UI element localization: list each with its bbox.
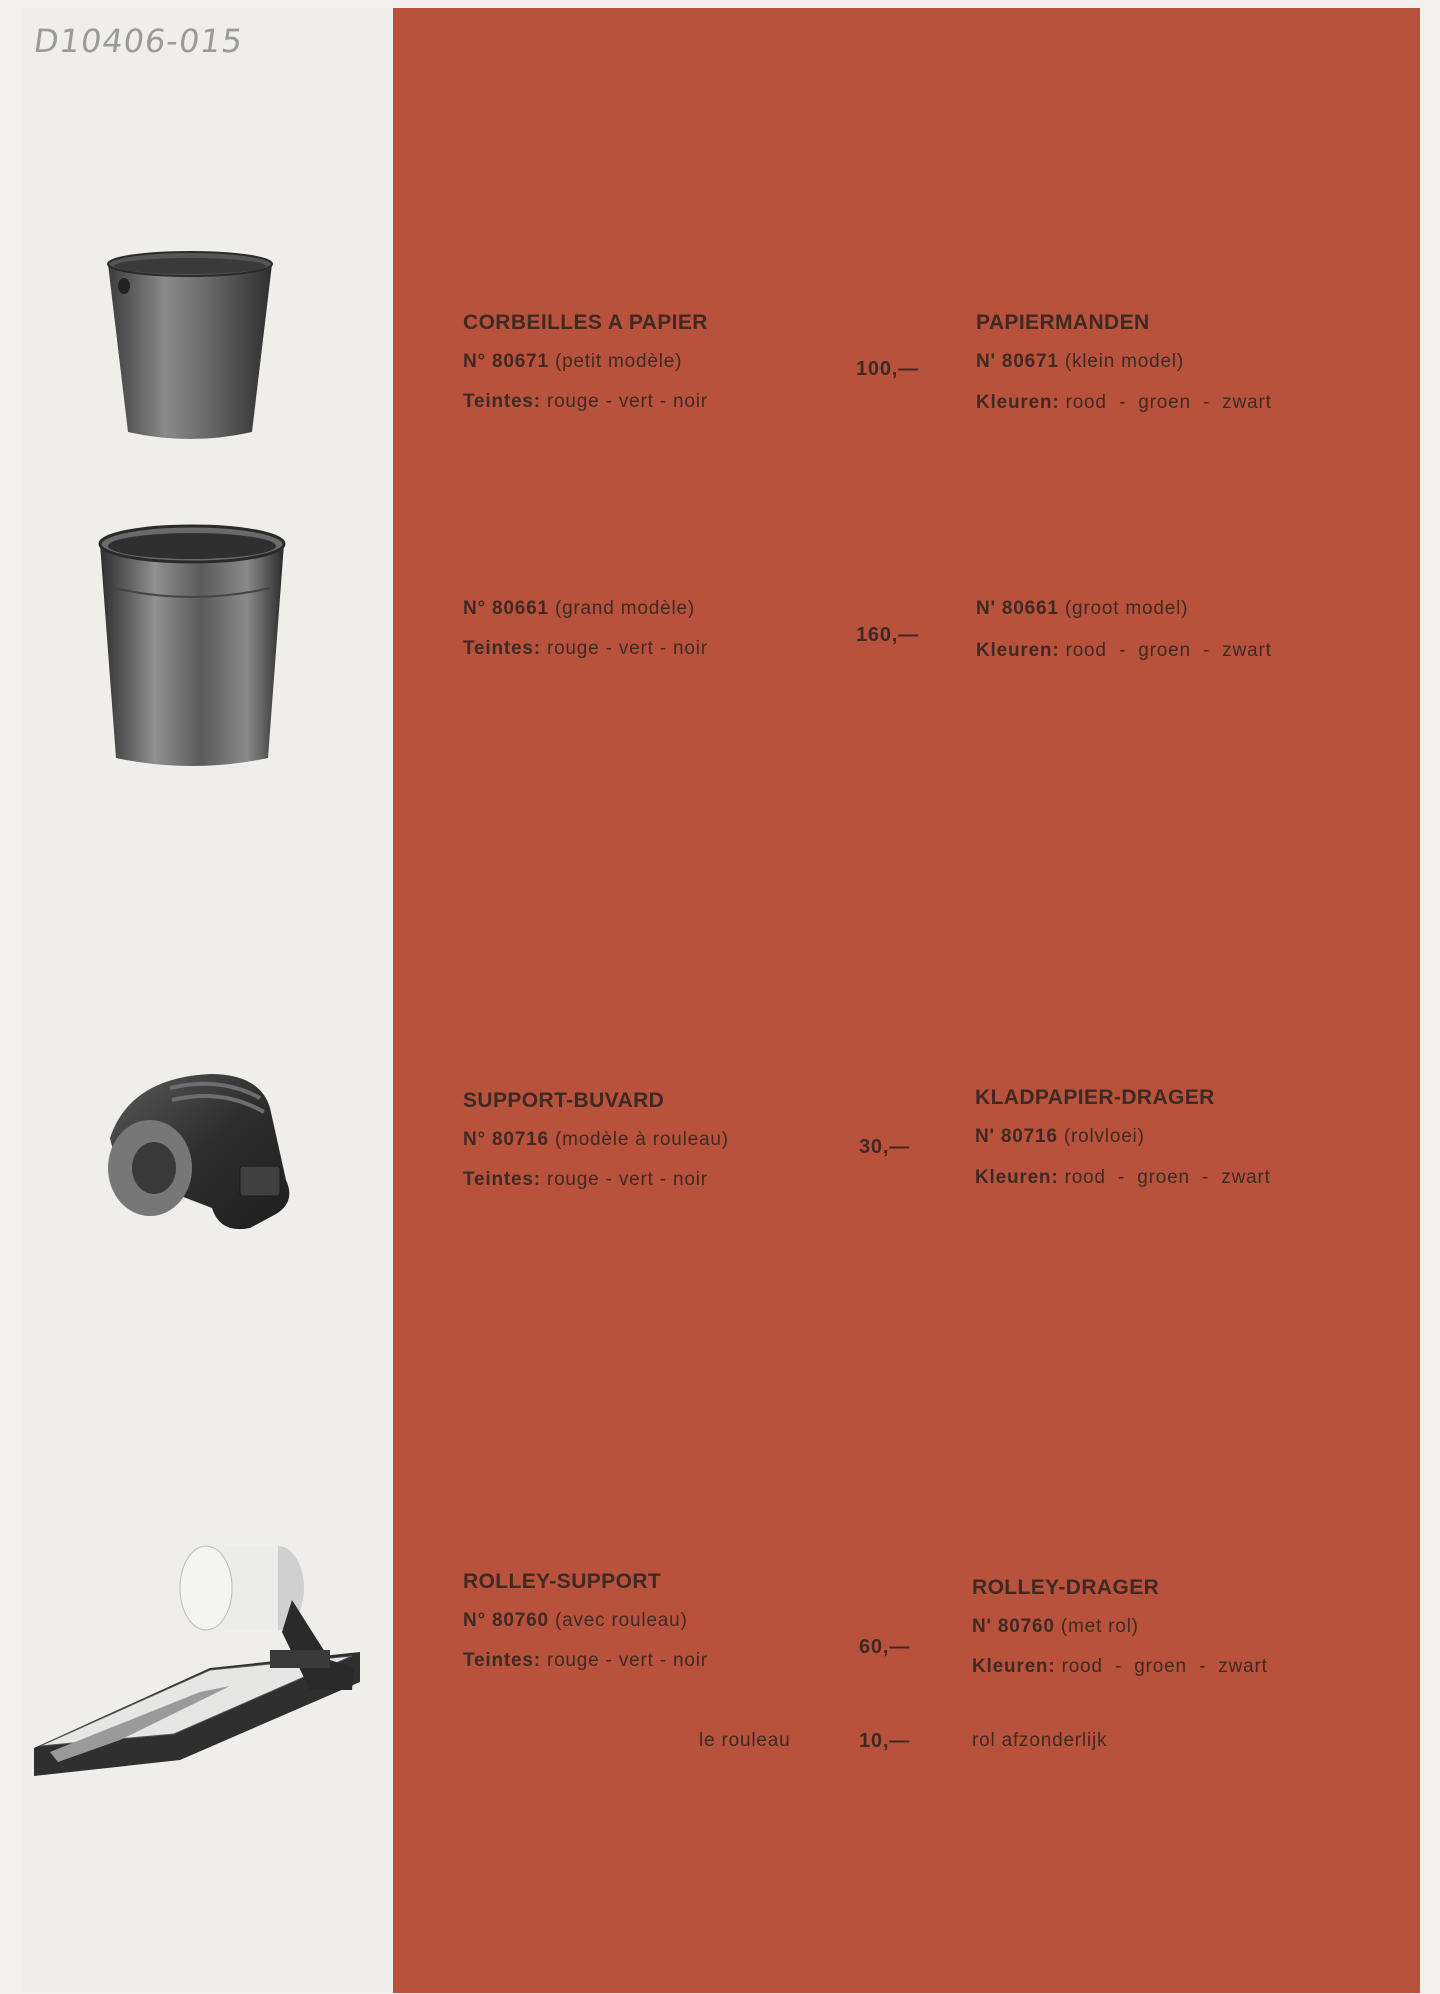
variant-line-nl: [976, 351, 1184, 373]
colors-value: rood - groen - zwart: [1065, 640, 1272, 661]
colors-line-nl: [975, 1167, 1271, 1189]
product-number: N' 80716: [975, 1126, 1058, 1147]
variant-line-fr: [463, 351, 682, 373]
colors-label: Teintes:: [463, 391, 541, 412]
blotter-roller-image: [100, 1068, 300, 1236]
roll-label-fr: le rouleau: [699, 1730, 791, 1751]
product-desc: (grand modèle): [554, 598, 695, 619]
product-number: N° 80760: [463, 1610, 549, 1631]
product-title-nl: PAPIERMANDEN: [976, 311, 1150, 334]
colors-label: Teintes:: [463, 638, 541, 659]
product-title-nl: KLADPAPIER-DRAGER: [975, 1086, 1215, 1109]
variant-line-fr: [463, 598, 695, 620]
colors-value: rouge - vert - noir: [546, 1169, 708, 1190]
colors-line-fr: [463, 638, 708, 660]
colors-label: Kleuren:: [976, 640, 1060, 661]
variant-line-nl: [976, 598, 1188, 620]
archive-mark: D10406-015: [31, 22, 246, 60]
product-title-fr: SUPPORT-BUVARD: [463, 1089, 665, 1112]
colors-label: Teintes:: [463, 1650, 541, 1671]
colors-value: rood - groen - zwart: [1065, 392, 1272, 413]
product-title-fr: CORBEILLES A PAPIER: [463, 311, 708, 334]
roll-holder-image: [30, 1540, 366, 1790]
product-number: N' 80760: [972, 1616, 1055, 1637]
product-number: N° 80671: [463, 351, 549, 372]
product-desc: (rolvloei): [1063, 1126, 1145, 1147]
price: 100,—: [856, 358, 919, 380]
product-title-nl: ROLLEY-DRAGER: [972, 1576, 1160, 1599]
colors-label: Kleuren:: [976, 392, 1060, 413]
product-number: N° 80716: [463, 1129, 549, 1150]
colors-label: Kleuren:: [975, 1167, 1059, 1188]
product-desc: (avec rouleau): [554, 1610, 688, 1631]
red-panel: [393, 8, 1420, 1993]
product-desc: (met rol): [1060, 1616, 1139, 1637]
roll-price: 10,—: [859, 1730, 911, 1752]
colors-line-nl: [976, 392, 1272, 414]
price: 30,—: [859, 1136, 911, 1158]
product-number: N' 80661: [976, 598, 1059, 619]
product-number: N' 80671: [976, 351, 1059, 372]
product-desc: (groot model): [1064, 598, 1189, 619]
product-title-fr: ROLLEY-SUPPORT: [463, 1570, 662, 1593]
large-wastebasket-image: [94, 522, 290, 770]
colors-value: rouge - vert - noir: [546, 391, 708, 412]
colors-value: rouge - vert - noir: [546, 1650, 708, 1671]
colors-label: Kleuren:: [972, 1656, 1056, 1677]
colors-line-nl: [976, 640, 1272, 662]
colors-line-fr: [463, 1650, 708, 1672]
price: 60,—: [859, 1636, 911, 1658]
roll-label-nl: rol afzonderlijk: [972, 1730, 1108, 1751]
small-wastebasket-image: [104, 250, 276, 442]
variant-line-nl: [975, 1126, 1145, 1148]
colors-value: rood - groen - zwart: [1061, 1656, 1268, 1677]
product-desc: (modèle à rouleau): [554, 1129, 729, 1150]
colors-line-fr: [463, 1169, 708, 1191]
variant-line-fr: [463, 1129, 729, 1151]
product-desc: (petit modèle): [554, 351, 683, 372]
variant-line-fr: [463, 1610, 688, 1632]
colors-line-fr: [463, 391, 708, 413]
variant-line-nl: [972, 1616, 1139, 1638]
colors-line-nl: [972, 1656, 1268, 1678]
price: 160,—: [856, 624, 919, 646]
colors-value: rood - groen - zwart: [1064, 1167, 1271, 1188]
colors-label: Teintes:: [463, 1169, 541, 1190]
product-desc: (klein model): [1064, 351, 1185, 372]
product-number: N° 80661: [463, 598, 549, 619]
colors-value: rouge - vert - noir: [546, 638, 708, 659]
